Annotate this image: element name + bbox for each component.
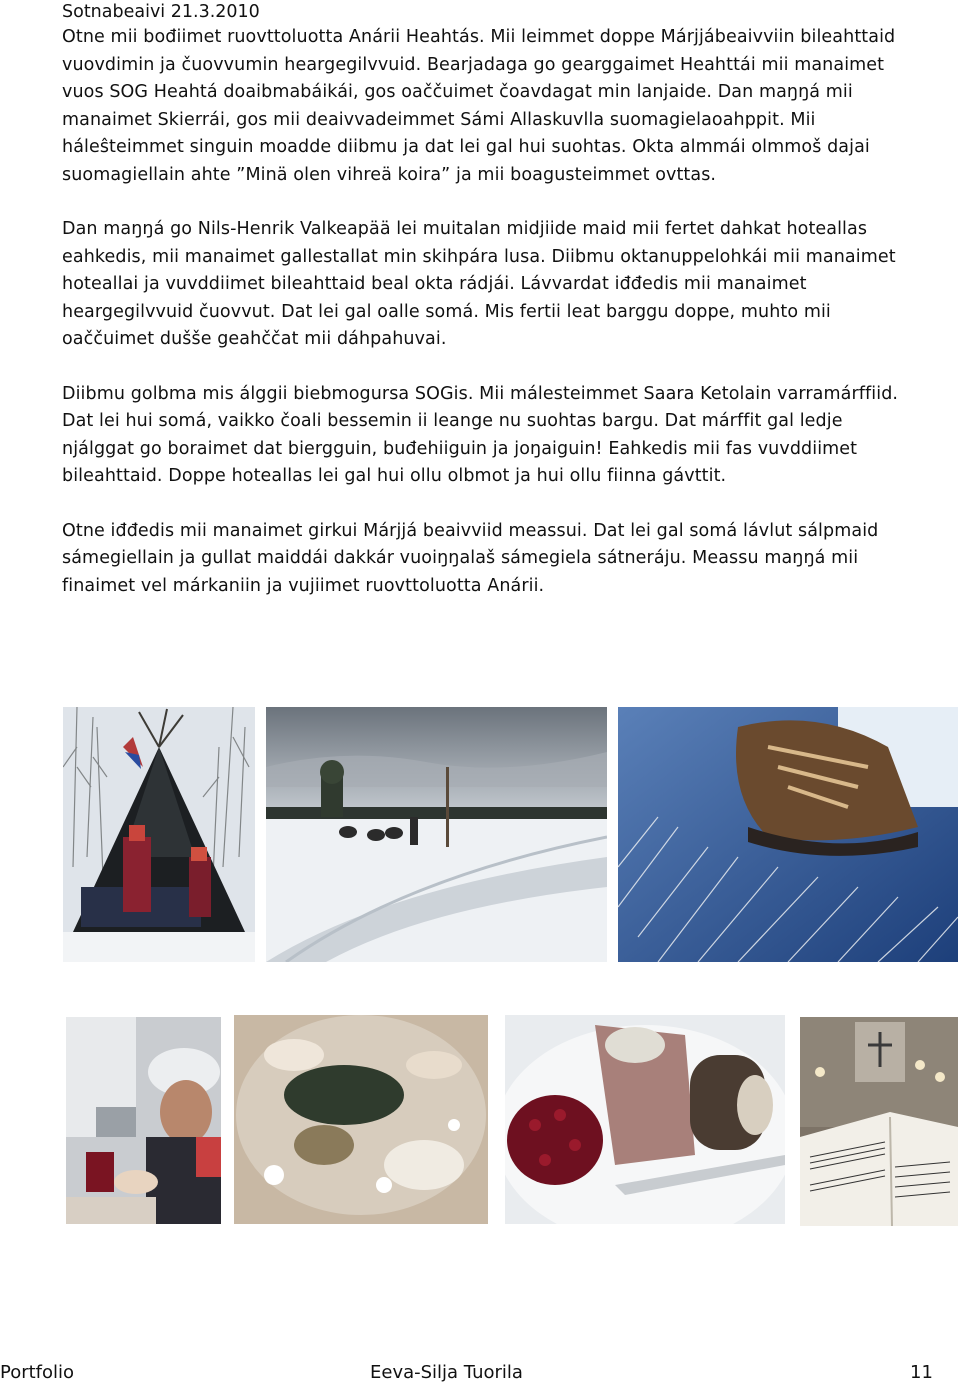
text-line: sámegiellain ja gullat maiddái dakkár vuoiŋŋalaš sámegiela sátneráju. Meassu maŋŋá mii [62, 548, 859, 568]
paragraph-1 [62, 24, 942, 189]
text-line: Otne mii bođiimet ruovttoluotta Anárii Heahtás. Mii leimmet doppe Márjjábeaivviin bileahttaid [62, 27, 896, 47]
text-line: finaimet vel márkaniin ja vujiimet ruovttoluotta Anárii. [62, 575, 545, 596]
text-line: njálggat go boraimet dat biergguin, buđehiiguin ja joŋaiguin! Eahkedis mii fas vuvddiimet [62, 438, 858, 459]
article-body [62, 0, 942, 627]
page-number: 11 [910, 1362, 933, 1383]
text-line: háleŝteimmet singuin moadde diibmu ja dat lei gal hui suohtas. Okta almmái olmmoš dajai [62, 137, 870, 157]
text-line: vuos SOG Heahtá doaibmabáikái, gos oaččuimet čoavdagat min lanjaide. Dan maŋŋá mii [62, 82, 853, 102]
text-line: manaimet Skierrái, gos mii deaivvadeimmet Sámi Allaskuvlla suomagielaoahppit. Mii [62, 109, 816, 130]
text-line: vuovdimin ja čuovvumin heargegilvvuid. Bearjadaga go gearggaimet Heahttái mii manaimet [62, 54, 885, 75]
cooking-class-photo [66, 1017, 221, 1224]
lavvu-photo [63, 707, 255, 962]
dog-sled-photo [266, 707, 607, 962]
paragraph-3 [62, 381, 942, 491]
food-plate-photo [505, 1015, 785, 1224]
text-line: suomagiellain ahte ”Minä olen vihreä koira” ja mii boagusteimmet ovttas. [62, 164, 717, 185]
text-line: Diibmu golbma mis álggii biebmogursa SOGis. Mii málesteimmet Saara Ketolain varramárffiid. [62, 383, 899, 404]
church-hymnbook-photo [800, 1017, 958, 1226]
boiling-pot-photo [234, 1015, 488, 1224]
text-line: Otne iđđedis mii manaimet girkui Márjjá beaivviid meassui. Dat lei gal somá lávlut sálpmaid [62, 520, 879, 541]
date-heading: Sotnabeaivi 21.3.2010 [62, 2, 260, 22]
paragraph-4 [62, 518, 942, 601]
text-line: heargegilvvuid čuovvut. Dat lei gal oalle somá. Mis fertii leat barggu doppe, muhto mii [62, 301, 831, 322]
paragraph-2 [62, 216, 942, 354]
text-line: bileahttaid. Doppe hoteallas lei gal hui ollu olbmot ja hui ollu fiinna gávttit. [62, 466, 727, 486]
text-line: Dan maŋŋá go Nils-Henrik Valkeapää lei muitalan midjiide maid mii fertet dahkat hoteallas [62, 219, 868, 239]
footer-left: Portfolio [0, 1362, 75, 1383]
text-line: oaččuimet dušše geahččat mii dáhpahuvai. [62, 329, 447, 349]
text-line: eahkedis, mii manaimet gallestallat min skihpára lusa. Diibmu oktanuppelohkái mii manaimet [62, 246, 896, 267]
text-line: Dat lei hui somá, vaikko čoali bessemin ii leange nu suohtas bargu. Dat márffit gal ledje [62, 411, 843, 431]
text-line: hoteallai ja vuvddiimet bileahttaid beal okta rádjái. Lávvardat iđđedis mii manaimet [62, 274, 807, 294]
boot-fur-photo [618, 707, 958, 962]
footer-author: Eeva-Silja Tuorila [370, 1362, 523, 1383]
